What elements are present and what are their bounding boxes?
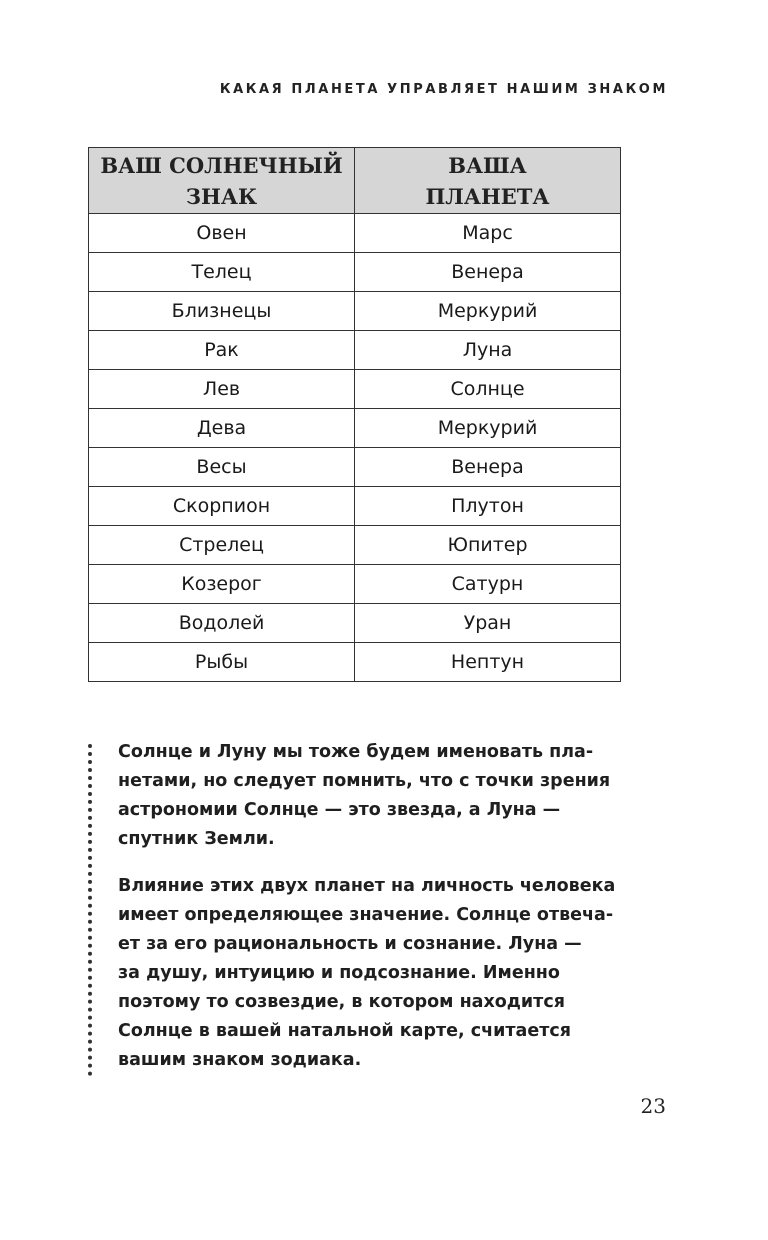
sign-cell: Телец: [89, 253, 355, 292]
sign-cell: Лев: [89, 370, 355, 409]
sign-cell: Рак: [89, 331, 355, 370]
table-header-row: [89, 148, 621, 214]
text-line: спутник Земли.: [118, 829, 275, 849]
text-line: нетами, но следует помнить, что с точки зрения: [118, 771, 611, 791]
header-line: ПЛАНЕТА: [425, 183, 550, 209]
sign-cell: Близнецы: [89, 292, 355, 331]
dotted-margin-rule: [88, 744, 92, 1076]
table-row: [89, 565, 621, 604]
table-row: [89, 604, 621, 643]
sign-cell: Скорпион: [89, 487, 355, 526]
text-line: имеет определяющее значение. Солнце отвеча-: [118, 905, 614, 925]
planet-cell: Венера: [355, 253, 621, 292]
table-row: [89, 214, 621, 253]
header-line: ЗНАК: [185, 183, 258, 209]
text-line: ет за его рациональность и сознание. Луна —: [118, 934, 582, 954]
table-row: [89, 526, 621, 565]
planet-cell: Меркурий: [355, 409, 621, 448]
sign-cell: Водолей: [89, 604, 355, 643]
planet-cell: Сатурн: [355, 565, 621, 604]
sign-cell: Стрелец: [89, 526, 355, 565]
text-line: астрономии Солнце — это звезда, а Луна —: [118, 800, 561, 820]
table-row: [89, 409, 621, 448]
planet-cell: Плутон: [355, 487, 621, 526]
running-head: КАКАЯ ПЛАНЕТА УПРАВЛЯЕТ НАШИМ ЗНАКОМ: [219, 82, 668, 97]
column-header-sun-sign: [89, 148, 355, 214]
planet-cell: Венера: [355, 448, 621, 487]
note-paragraph-sun-moon: [118, 738, 638, 854]
sign-cell: Рыбы: [89, 643, 355, 682]
text-line: Солнце и Луну мы тоже будем именовать пла-: [118, 742, 594, 762]
planet-cell: Юпитер: [355, 526, 621, 565]
table-row: [89, 370, 621, 409]
planet-cell: Луна: [355, 331, 621, 370]
column-header-planet: [355, 148, 621, 214]
table-row: [89, 487, 621, 526]
planet-cell: Марс: [355, 214, 621, 253]
header-line: ВАША: [448, 152, 527, 178]
table-row: [89, 643, 621, 682]
header-line: ВАШ СОЛНЕЧНЫЙ: [100, 152, 343, 178]
planet-cell: Меркурий: [355, 292, 621, 331]
sign-cell: Козерог: [89, 565, 355, 604]
table-row: [89, 331, 621, 370]
text-line: Солнце в вашей натальной карте, считается: [118, 1021, 571, 1041]
planet-cell: Нептун: [355, 643, 621, 682]
note-paragraph-influence: [118, 872, 638, 1075]
table-row: [89, 253, 621, 292]
zodiac-planet-table: [88, 147, 621, 682]
page-number: 23: [640, 1094, 666, 1118]
sign-cell: Овен: [89, 214, 355, 253]
table-row: [89, 292, 621, 331]
text-line: за душу, интуицию и подсознание. Именно: [118, 963, 560, 983]
sign-cell: Дева: [89, 409, 355, 448]
planet-cell: Солнце: [355, 370, 621, 409]
planet-cell: Уран: [355, 604, 621, 643]
text-line: вашим знаком зодиака.: [118, 1050, 362, 1070]
text-line: поэтому то созвездие, в котором находится: [118, 992, 565, 1012]
text-line: Влияние этих двух планет на личность человека: [118, 876, 616, 896]
table-row: [89, 448, 621, 487]
sign-cell: Весы: [89, 448, 355, 487]
